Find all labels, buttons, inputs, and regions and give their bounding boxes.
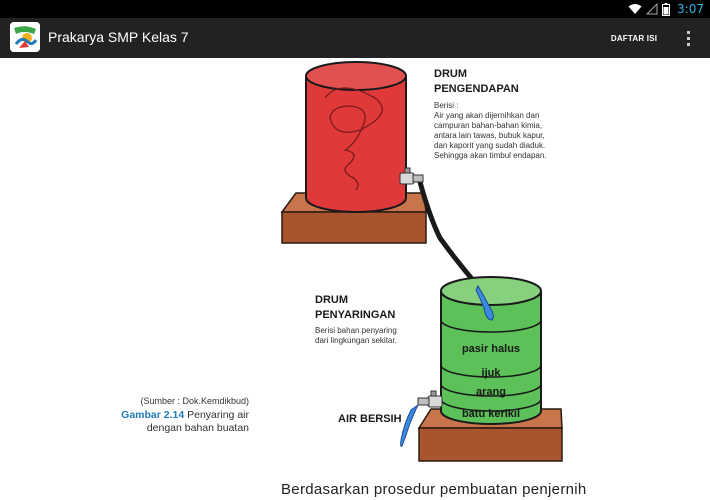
status-clock: 3:07 [677, 2, 704, 16]
layer-label: pasir halus [461, 343, 521, 355]
settling-drum-title: DRUM PENGENDAPAN [434, 68, 519, 95]
wifi-icon [628, 3, 642, 15]
status-icons [628, 1, 704, 17]
filter-drum-title: DRUM PENYARINGAN [315, 294, 396, 321]
layer-label: batu kerikil [461, 408, 521, 420]
layer-label: ijuk [481, 367, 501, 379]
figure-number: Gambar 2.14 [121, 409, 185, 421]
battery-icon [662, 3, 670, 16]
status-bar [0, 0, 710, 18]
layer-label: arang [476, 386, 506, 398]
connecting-hose [420, 182, 478, 286]
table-of-contents-button[interactable]: DAFTAR ISI [610, 33, 658, 43]
settling-drum-description: Berisi : Air yang akan dijernihkan dan campuran bahan-bahan kimia, antara lain tawas, bubuk kapur, dan kaporit yang sudah diaduk. Sehingga akan timbul endapan. [434, 101, 547, 160]
page-content [0, 58, 710, 500]
signal-icon [646, 3, 658, 15]
clean-water-label: AIR BERSIH [338, 413, 402, 425]
app-bar [0, 18, 710, 58]
settling-drum [306, 62, 406, 212]
body-paragraph: Berdasarkan prosedur pembuatan penjernih [281, 481, 587, 498]
figure-caption: Gambar 2.14 Penyaring air dengan bahan buatan [121, 409, 249, 434]
filter-drum-description: Berisi bahan penyaring dari lingkungan sekitar. [315, 326, 397, 345]
app-title: Prakarya SMP Kelas 7 [48, 29, 189, 45]
figure-source: (Sumber : Dok.Kemdikbud) [140, 396, 249, 406]
app-logo-icon[interactable] [10, 22, 40, 52]
more-vert-icon[interactable] [674, 18, 702, 58]
